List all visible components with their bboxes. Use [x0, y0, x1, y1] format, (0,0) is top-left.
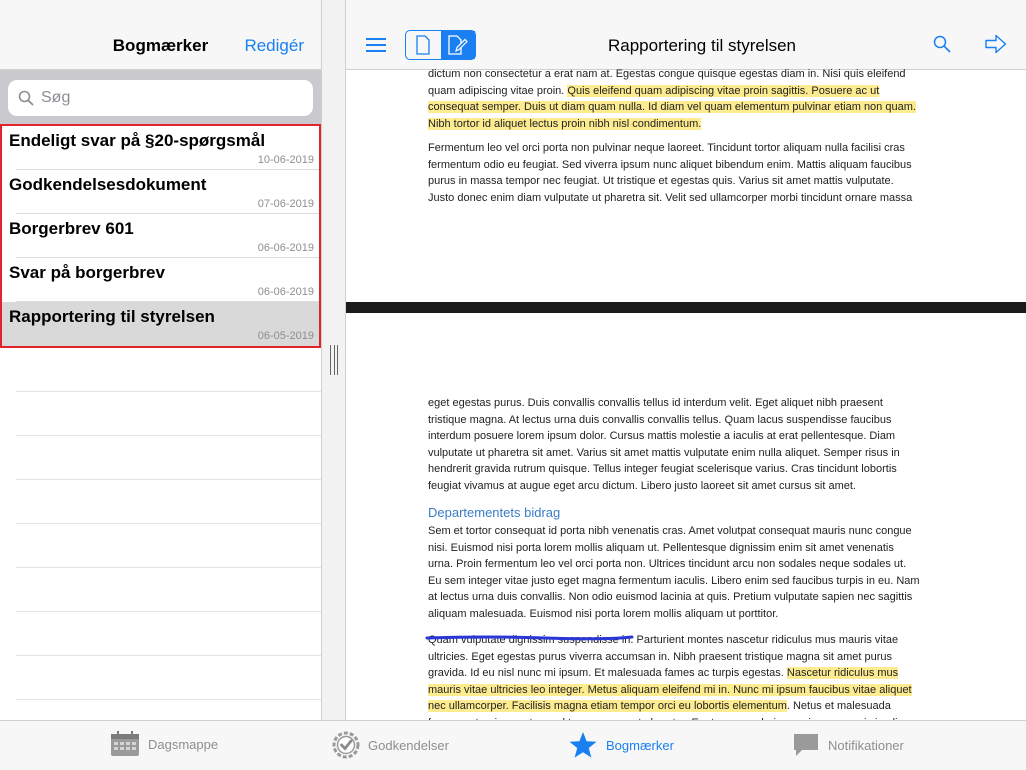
- bookmark-item[interactable]: [2, 258, 319, 302]
- edit-button[interactable]: Redigér: [244, 36, 304, 55]
- bookmark-name: Rapportering til styrelsen: [9, 307, 215, 326]
- bookmark-name: Endeligt svar på §20-spørgsmål: [9, 131, 266, 150]
- bookmark-date: 07-06-2019: [257, 198, 314, 210]
- drag-handle-icon[interactable]: [330, 345, 338, 375]
- tab-bogmaerker[interactable]: [568, 731, 674, 759]
- bookmark-item[interactable]: [2, 126, 319, 170]
- bookmark-list: [0, 124, 321, 348]
- bookmark-name: Godkendelsesdokument: [9, 175, 207, 194]
- tab-dagsmappe[interactable]: [110, 731, 218, 757]
- text-line: Quam vulputate dignissim suspendisse in. Parturient montes nascetur ridiculus mus mauris vitae: [428, 634, 899, 646]
- text-line: [428, 99, 948, 116]
- page-icon: [416, 35, 430, 55]
- bookmark-item-selected[interactable]: [2, 302, 319, 346]
- paragraph: [428, 66, 948, 132]
- highlight: Nascetur ridiculus mus: [786, 667, 899, 679]
- text-line: at lectus urna duis convallis. Non odio euismod lacinia at quis. Pretium vulputate sapien nec sagittis: [428, 591, 913, 603]
- text-line: ultricies. Eget egestas purus viverra accumsan in. Nibh praesent tristique magna sit amet purus: [428, 650, 893, 663]
- tab-label: Bogmærker: [606, 737, 674, 753]
- bookmark-date: 06-05-2019: [257, 330, 314, 342]
- search-input[interactable]: [41, 89, 291, 107]
- bookmark-name: Svar på borgerbrev: [9, 263, 165, 282]
- document-title: Rapportering til styrelsen: [607, 36, 797, 55]
- annotate-view-button[interactable]: [441, 31, 476, 59]
- text-line: Eu sem integer vitae justo eget magna fermentum iaculis. Libero enim sed faucibus turpis in eu. Nam: [428, 574, 920, 587]
- text-line: [428, 665, 948, 682]
- search-icon: [18, 90, 34, 106]
- text-line: interdum posuere lorem ipsum dolor. Cursus mattis molestie a iaculis at erat pellentesque. Diam: [428, 430, 896, 442]
- tab-notifikationer[interactable]: [792, 731, 904, 759]
- bookmark-date: 06-06-2019: [257, 242, 314, 254]
- highlight: Nibh tortor id aliquet lectus proin nibh nisl condimentum.: [428, 117, 702, 130]
- document-toolbar: [346, 0, 1026, 70]
- text-line: purus in massa tempor nec feugiat. Ut tristique et egestas quis. Varius sit amet mattis vulputate.: [428, 175, 894, 187]
- highlight: Quis eleifend quam adipiscing vitae proin sagittis. Posuere ac ut: [567, 84, 880, 97]
- text-line: nisi. Euismod nisi porta lorem mollis aliquam ut. Pellentesque dignissim enim sit amet venenatis: [428, 541, 894, 554]
- bookmark-date: 06-06-2019: [257, 286, 314, 298]
- view-mode-toggle[interactable]: [405, 30, 476, 60]
- document-viewer[interactable]: [346, 68, 1026, 720]
- tab-godkendelser[interactable]: [332, 731, 449, 759]
- highlight: mauris vitae ultricies leo integer. Metus aliquam eleifend mi in. Nunc mi ipsum faucibus vitae aliquet: [428, 683, 912, 696]
- star-icon: [568, 731, 598, 759]
- section-heading: Departementets bidrag: [428, 505, 561, 520]
- text-span: quam adipiscing vitae proin.: [428, 84, 568, 97]
- tab-label: Godkendelser: [368, 737, 449, 753]
- text-line: tristique magna. At lectus urna duis convallis convallis tellus. Quam lacus suspendisse faucibus: [428, 413, 892, 426]
- tab-label: Notifikationer: [828, 737, 904, 753]
- search-icon: [933, 35, 951, 53]
- text-line: feugiat vivamus at augue eget arcu dictum. Libero justo laoreet sit amet cursus sit amet.: [428, 479, 856, 492]
- annotate-page-icon: [448, 35, 468, 55]
- text-line: dictum non consectetur a erat nam at. Egestas congue quisque egestas diam in. Nisi quis eleifend: [428, 68, 906, 80]
- chat-bubble-icon: [792, 731, 820, 759]
- text-line: Sem et tortor consequat id porta nibh venenatis cras. Amet volutpat consequat mauris nunc congue: [428, 525, 912, 537]
- text-line: fermentum odio eu feugiat. Sed viverra ipsum nunc aliquet bibendum enim. Mattis aliquam faucibus: [428, 158, 912, 171]
- menu-icon[interactable]: [366, 38, 386, 52]
- text-line: [428, 682, 948, 699]
- text-line: [428, 116, 948, 133]
- text-span: . Netus et malesuada: [786, 700, 891, 712]
- bookmarks-panel: [0, 0, 321, 720]
- text-line: [428, 698, 948, 715]
- forward-arrow-icon: [985, 34, 1007, 54]
- calendar-icon: [110, 731, 140, 757]
- bookmark-date: 10-06-2019: [257, 154, 314, 166]
- search-document-button[interactable]: [933, 35, 951, 58]
- empty-list-area: [0, 348, 321, 720]
- text-line: [428, 83, 948, 100]
- paragraph: [428, 632, 948, 731]
- text-line: aliquam malesuada. Euismod nisi porta lorem mollis aliquam ut porttitor.: [428, 607, 779, 620]
- pen-annotation: [426, 634, 636, 642]
- bookmark-name: Borgerbrev 601: [9, 219, 134, 238]
- highlight: nec ullamcorper. Facilisis magna etiam tempor orci eu lobortis elementum: [428, 700, 787, 712]
- paragraph: [428, 140, 948, 206]
- search-field[interactable]: [8, 80, 313, 116]
- text-line: urna. Proin fermentum leo vel orci porta non. Ultrices tincidunt arcu non sodales neque sodales ut.: [428, 558, 907, 570]
- approval-badge-icon: [332, 731, 360, 759]
- page-break: [346, 302, 1026, 313]
- bookmarks-header: [0, 0, 321, 70]
- bookmark-item[interactable]: [2, 214, 319, 258]
- forward-button[interactable]: [985, 34, 1007, 59]
- bookmark-item[interactable]: [2, 170, 319, 214]
- search-bar: [0, 70, 321, 124]
- split-view-divider[interactable]: [321, 0, 346, 720]
- text-span: gravida. Id eu nisl nunc mi ipsum. Et malesuada fames ac turpis egestas.: [428, 667, 787, 679]
- text-line: vulputate ut pharetra sit amet. Varius sit amet mattis vulputate enim nulla aliquet. Semper risus in: [428, 446, 900, 459]
- text-line: hendrerit gravida rutrum quisque. Tellus integer feugiat scelerisque varius. Cras tincidunt lobortis: [428, 463, 897, 475]
- paragraph: [428, 395, 948, 494]
- document-view-button[interactable]: [406, 31, 441, 59]
- text-line: Fermentum leo vel orci porta non pulvinar neque laoreet. Tincidunt tortor aliquam nulla facilisi cras: [428, 142, 905, 154]
- highlight: consequat semper. Duis ut diam quam nulla. Id diam vel quam elementum pulvinar etiam non quam.: [428, 101, 916, 113]
- tab-label: Dagsmappe: [148, 736, 219, 752]
- tab-bar: [0, 720, 1026, 770]
- bookmarks-title: Bogmærker: [112, 36, 209, 55]
- paragraph: [428, 523, 948, 622]
- text-line: Justo donec enim diam vulputate ut pharetra sit. Velit sed ullamcorper morbi tincidunt ornare massa: [428, 191, 913, 204]
- text-line: eget egestas purus. Duis convallis convallis tellus id interdum velit. Eget aliquet nibh praesent: [428, 397, 883, 409]
